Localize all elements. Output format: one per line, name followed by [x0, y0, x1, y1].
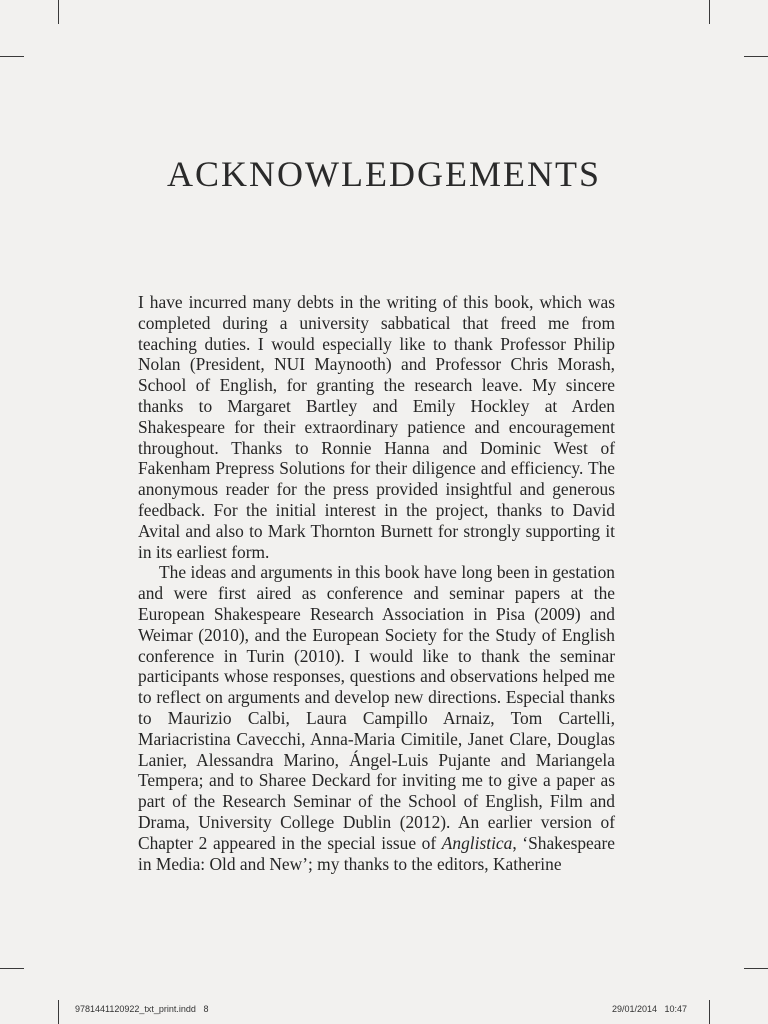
paragraph-2-text-b: , ‘Shakespeare in Media: Old and New’; my thanks to the editors, Katherine: [138, 832, 615, 874]
journal-title-italic: Anglistica: [441, 832, 513, 853]
footer-date-time: 29/01/2014 10:47: [612, 1004, 688, 1014]
crop-mark-top-left-horizontal: [0, 56, 24, 57]
crop-mark-top-right-horizontal: [744, 56, 768, 57]
crop-mark-top-right: [709, 0, 710, 24]
crop-mark-bottom-left: [58, 1000, 59, 1024]
page-title: ACKNOWLEDGEMENTS: [167, 154, 601, 194]
paragraph-2-text-a: The ideas and arguments in this book have long been in gestation and were first aired as conference and seminar papers at the European Shakespeare Research Association in Pisa (2009) and Weimar (2010), and the European Society for the Study of English conference in Turin (2010). I would like to thank the seminar participants whose responses, questions and observations helped me to reflect on arguments and develop new directions. Especial thanks to Maurizio Calbi, Laura Campillo Arnaiz, Tom Cartelli, Mariacristina Cavecchi, Anna-Maria Cimitile, Janet Clare, Douglas Lanier, Alessandra Marino, Ángel-Luis Pujante and Mariangela Tempera; and to Sharee Deckard for inviting me to give a paper as part of the Research Seminar of the School of English, Film and Drama, University College Dublin (2012). An earlier version of Chapter 2 appeared in the special issue of: [138, 562, 615, 853]
crop-mark-bottom-left-horizontal: [0, 968, 24, 969]
crop-mark-bottom-right: [709, 1000, 710, 1024]
crop-mark-top-left: [58, 0, 59, 24]
paragraph-2: [138, 562, 615, 874]
footer-file-name: 9781441120922_txt_print.indd 8: [75, 1004, 209, 1014]
acknowledgements-body: [138, 292, 615, 874]
crop-mark-bottom-right-horizontal: [744, 968, 768, 969]
paragraph-1: I have incurred many debts in the writing of this book, which was completed during a university sabbatical that freed me from teaching duties. I would especially like to thank Professor Philip Nolan (President, NUI Maynooth) and Professor Chris Morash, School of English, for granting the research leave. My sincere thanks to Margaret Bartley and Emily Hockley at Arden Shakespeare for their extraordinary patience and encouragement throughout. Thanks to Ronnie Hanna and Dominic West of Fakenham Prepress Solutions for their diligence and efficiency. The anonymous reader for the press provided insightful and generous feedback. For the initial interest in the project, thanks to David Avital and also to Mark Thornton Burnett for strongly supporting it in its earliest form.: [138, 292, 615, 562]
